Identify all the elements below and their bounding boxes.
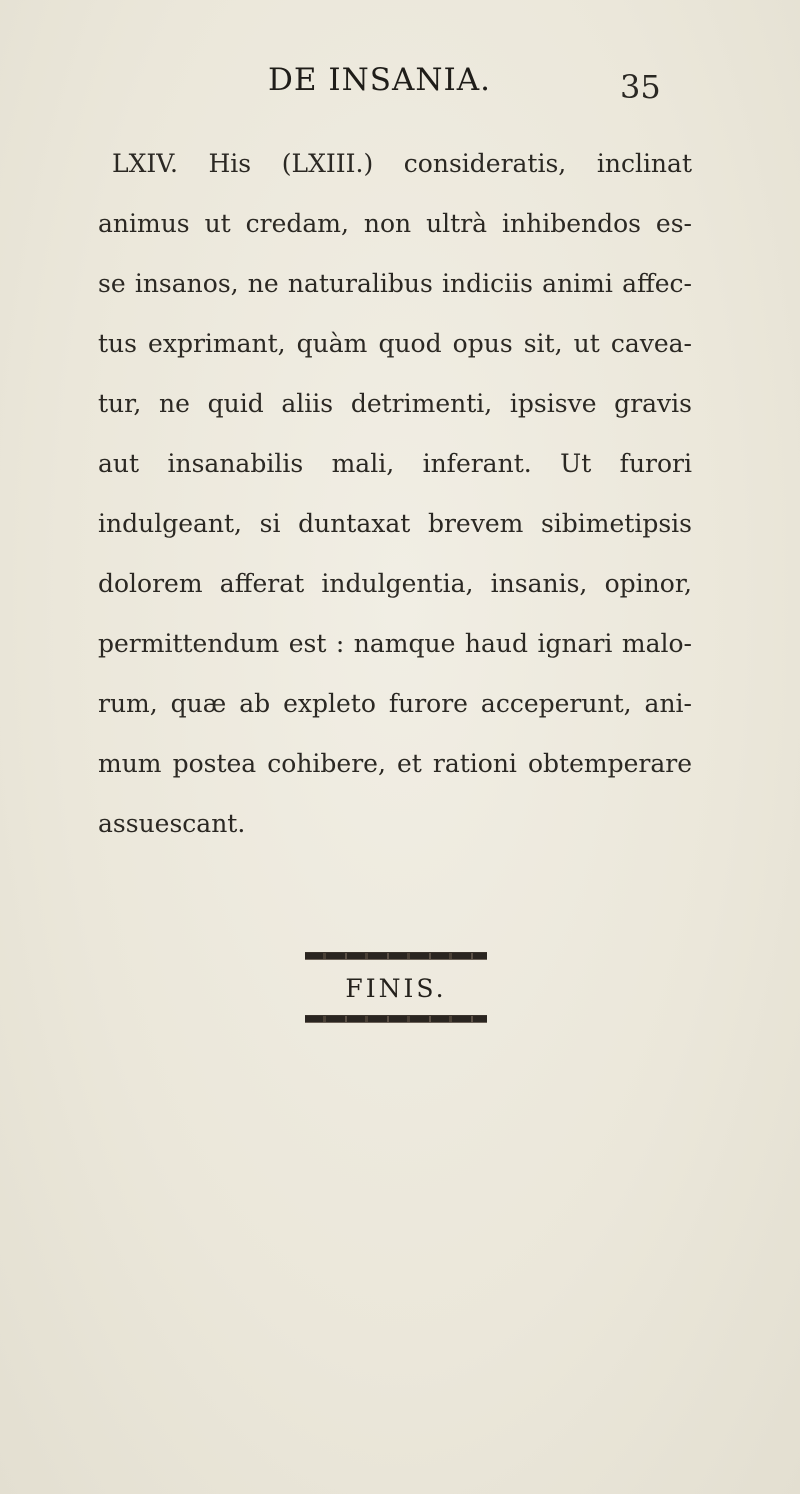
text-line: se insanos, ne naturalibus indiciis animi affec- (98, 269, 692, 298)
page-number: 35 (620, 68, 661, 106)
text-line: permittendum est : namque haud ignari malo- (98, 629, 692, 658)
finis-text: FINIS. (345, 974, 447, 1003)
running-head-title: DE INSANIA. (268, 62, 491, 98)
text-line: mum postea cohibere, et rationi obtemperare (98, 749, 692, 778)
finis-block (305, 952, 487, 1023)
text-line: tus exprimant, quàm quod opus sit, ut cavea- (98, 329, 692, 358)
text-line: tur, ne quid aliis detrimenti, ipsisve gravis (98, 389, 692, 418)
text-line: animus ut credam, non ultrà inhibendos es- (98, 209, 692, 238)
paragraph-lxiv (98, 134, 692, 854)
text-line: aut insanabilis mali, inferant. Ut furori (98, 449, 692, 478)
ornamental-rule-bottom (305, 1015, 487, 1023)
text-line: indulgeant, si duntaxat brevem sibimetipsis (98, 509, 692, 538)
ornamental-rule-top (305, 952, 487, 960)
running-head (0, 62, 800, 106)
text-line: assuescant. (98, 809, 246, 838)
text-line: LXIV. His (LXIII.) consideratis, inclinat (112, 149, 692, 178)
text-line: dolorem afferat indulgentia, insanis, opinor, (98, 569, 692, 598)
text-line: rum, quæ ab expleto furore acceperunt, ani- (98, 689, 692, 718)
